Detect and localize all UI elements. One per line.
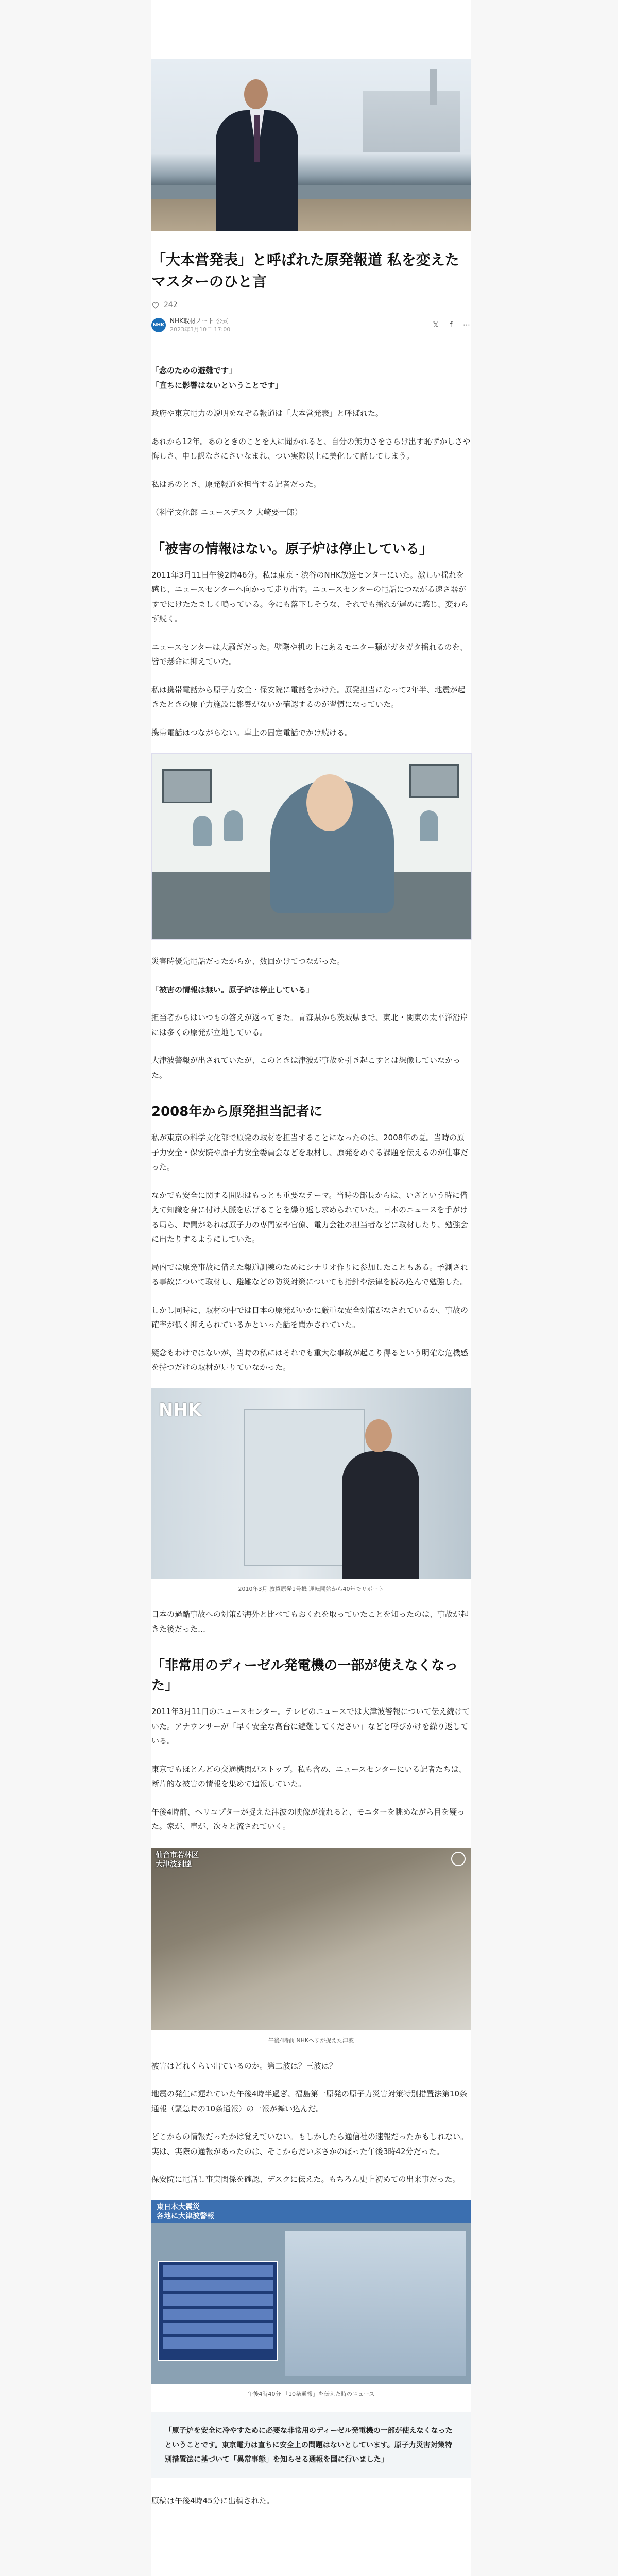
intro-quotes <box>151 363 471 393</box>
tsunami-aerial-photo <box>151 1848 471 2030</box>
paragraph: 私は携帯電話から原子力安全・保安院に電話をかけた。原発担当になって2年半、地震が起きたときの原子力施設に影響がないか確認するのが習慣になっていた。 <box>151 685 466 709</box>
share-icons <box>432 321 471 329</box>
intro-paragraph: あれから12年。あのときのことを人に聞かれると、自分の無力さをさらけ出す恥ずかしさや悔しさ、申し訳なさにさいなまれ、つい実際以上に美化して話してしまう。 <box>151 436 471 461</box>
paragraph: 局内では原発事故に備えた報道訓練のためにシナリオ作りに参加したこともある。予測される事故について取材し、避難などの防災対策についても指針や法律を読み込んで勉強した。 <box>151 1262 468 1286</box>
paragraph: 被害はどれくらい出ているのか。第二波は？三波は？ <box>151 2061 337 2071</box>
image-caption: 2010年3月 敦賀原発1号機 運転開始から40年でリポート <box>238 1585 384 1592</box>
plant-chimney <box>430 69 437 105</box>
author-account-badge: 公式 <box>216 317 229 325</box>
staff-figure <box>193 816 212 846</box>
paragraph: 2011年3月11日のニュースセンター。テレビのニュースでは大津波警報について伝え続けていた。アナウンサーが「早く安全な高台に避難してください」などと呼びかけを繰り返している。 <box>151 1707 470 1746</box>
paragraph: なかでも安全に関する問題はもっとも重要なテーマ。当時の部長からは、いざという時に備えて知識を身に付け人脈を広げることを繰り返し求められていた。日本のニュースを手がける局ら、時間があれば原子力の専門家や官僚、電力会社の担当者などに取材したり、勉強会に出たりするようにしていた。 <box>151 1190 469 1244</box>
reporter-suit <box>342 1451 419 1579</box>
section-heading: 「被害の情報はない。原子炉は停止している」 <box>151 541 433 557</box>
reporter-tie <box>254 115 260 162</box>
paragraph: どこからの情報だったかは覚えていない。もしかしたら通信社の速報だったかもしれない。実は、実際の通報があったのは、そこからだいぶさかのぼった午後3時42分だった。 <box>151 2132 469 2156</box>
section-heading: 2008年から原発担当記者に <box>151 1104 323 1120</box>
quote-line: 「被害の情報は無い。原子炉は停止している」 <box>151 985 314 994</box>
hero-image <box>151 59 471 231</box>
broadcast-header-text: 東日本大震災 各地に大津波警報 <box>157 2202 214 2221</box>
more-icon[interactable]: ⋯ <box>463 320 470 329</box>
paragraph: 午後4時前、ヘリコプターが捉えた津波の映像が流れると、モニターを眺めながら目を疑った。家が、車が、次々と流されていく。 <box>151 1807 465 1832</box>
paragraph: 保安院に電話し事実関係を確認、デスクに伝えた。もちろん史上初めての出来事だった。 <box>151 2175 460 2184</box>
author-name-line <box>170 316 230 325</box>
paragraph: 日本の過酷事故への対策が海外と比べてもおくれを取っていたことを知ったのは、事故が起きた後だった… <box>151 1609 469 1634</box>
channel-mark-icon <box>451 1852 466 1866</box>
byline: （科学文化部 ニュースデスク 大崎要一郎） <box>151 507 302 517</box>
intro-quote-2: 「直ちに影響はないということです」 <box>151 380 283 390</box>
paragraph: 災害時優先電話だったからか、数回かけてつながった。 <box>151 957 345 966</box>
sea-strip <box>151 185 471 199</box>
monitor-shape <box>409 764 459 798</box>
reporter-head <box>365 1419 392 1452</box>
paragraph: 携帯電話はつながらない。卓上の固定電話でかけ続ける。 <box>151 727 353 737</box>
paragraph: 疑念もわけではないが、当時の私にはそれでも重大な事故が起こり得るという明確な危機感を持つだけの取材が足りていなかった。 <box>151 1348 469 1372</box>
intro-quote-1: 「念のための避難です」 <box>151 366 237 375</box>
newsroom-illustration <box>151 753 472 940</box>
image-caption: 午後4時前 NHKヘリが捉えた津波 <box>268 2037 354 2044</box>
reporter-photo <box>151 1388 471 1579</box>
news-broadcast-screenshot <box>151 2200 471 2384</box>
reporter-figure <box>216 79 298 231</box>
reporter-head <box>244 79 268 109</box>
broadcast-label-line-1: 仙台市若林区 <box>156 1851 199 1859</box>
article-body <box>151 363 471 2508</box>
broadcast-header <box>151 2200 471 2223</box>
paragraph: ニュースセンターは大騒ぎだった。壁際や机の上にあるモニター類がガタガタ揺れるのを、皆で懸命に抑えていた。 <box>151 642 468 666</box>
author-name[interactable]: NHK取材ノート <box>170 317 214 325</box>
paragraph: 担当者からはいつもの答えが返ってきた。青森県から茨城県まで、東北・関東の太平洋沿岸には多くの原発が立地している。 <box>151 1013 468 1037</box>
warning-table <box>158 2261 278 2361</box>
broadcast-label-line-2: 大津波到達 <box>156 1860 192 1869</box>
paragraph: しかし同時に、取材の中では日本の原発がいかに厳重な安全対策がなされているか、事故の確率が低く抑えられているかといった話を聞かされていた。 <box>151 1305 469 1329</box>
paragraph: 原稿は午後4時45分に出稿された。 <box>151 2496 274 2505</box>
broadcast-label <box>156 1851 199 1869</box>
reporter-figure <box>342 1419 419 1579</box>
author-info[interactable] <box>151 316 230 333</box>
publish-date: 2023年3月10日 17:00 <box>170 326 231 333</box>
paragraph: 大津波警報が出されていたが、このときは津波が事故を引き起こすとは想像していなかった。 <box>151 1056 461 1080</box>
paragraph: 2011年3月11日午後2時46分。私は東京・渋谷のNHK放送センターにいた。激しい揺れを感じ、ニュースセンターへ向かって走り出す。ニュースセンターの電話につながる速さ器がすでにけたたましく鳴っている。今にも落下しそうな、それでも揺れが遅めに感じ、変わらず続く。 <box>151 570 469 623</box>
paragraph: 私が東京の科学文化部で原発の取材を担当することになったのは、2008年の夏。当時の原子力安全・保安院や原子力安全委員会などを取材し、原発をめぐる課題を伝えるのが仕事だった。 <box>151 1133 469 1172</box>
news-script-quote: 「原子炉を安全に冷やすために必要な非常用のディーゼル発電機の一部が使えなくなったということです。東京電力は直ちに安全上の問題はないとしています。原子力災害対策特別措置法に基づいて「異常事態」を知らせる通報を国に行いました」 <box>151 2412 471 2478</box>
facebook-icon[interactable]: f <box>450 320 453 329</box>
monitor-shape <box>162 769 212 803</box>
author-row <box>151 316 471 333</box>
like-count: 242 <box>164 301 178 309</box>
image-caption: 午後4時40分 「10条通報」を伝えた時のニュース <box>247 2390 375 2397</box>
staff-figure <box>420 810 438 841</box>
article-title: 「大本営発表」と呼ばれた原発報道 私を変えたマスターのひと言 <box>151 251 459 290</box>
intro-paragraph: 私はあのとき、原発報道を担当する記者だった。 <box>151 479 321 489</box>
paragraph: 地震の発生に遅れていた午後4時半過ぎ、福島第一原発の原子力災害対策特別措置法第10条通報（緊急時の10条通報）の一報が舞い込んだ。 <box>151 2089 468 2113</box>
x-icon[interactable]: 𝕏 <box>433 320 439 329</box>
tsunami-map <box>285 2231 466 2376</box>
paragraph: 東京でもほとんどの交通機関がストップ。私も含め、ニュースセンターにいる記者たちは、断片的な被害の情報を集めて追報していた。 <box>151 1764 467 1789</box>
heart-icon[interactable] <box>151 301 160 309</box>
avatar[interactable]: NHK <box>151 318 166 332</box>
like-row[interactable] <box>151 301 471 309</box>
staff-figure <box>224 810 243 841</box>
nhk-logo: NHK <box>159 1399 202 1420</box>
section-heading: 「非常用のディーゼル発電機の一部が使えなくなった」 <box>151 1658 458 1694</box>
power-plant-building <box>363 91 460 152</box>
man-head <box>306 774 353 831</box>
article-column <box>151 0 471 2576</box>
intro-paragraph: 政府や東京電力の説明をなぞる報道は「大本営発表」と呼ばれた。 <box>151 409 384 418</box>
